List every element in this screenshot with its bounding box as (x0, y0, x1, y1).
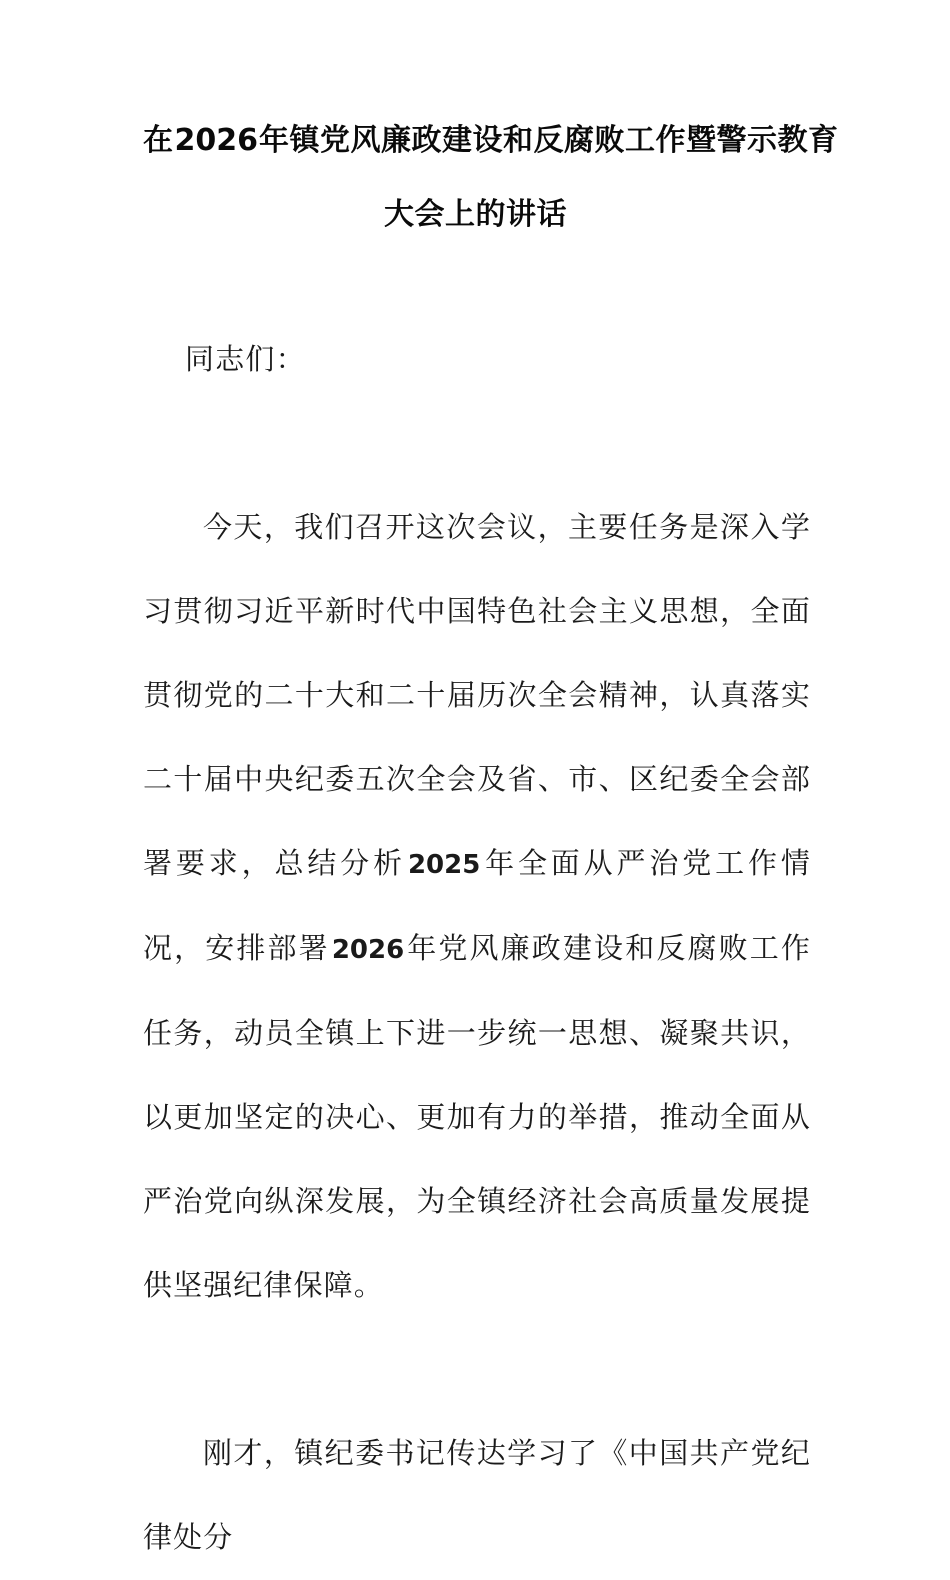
paragraph-2: 刚才，镇纪委书记传达学习了《中国共产党纪律处分 (143, 1438, 811, 1554)
paragraph-1-year-2026: 2026 (331, 935, 405, 965)
document-body (143, 318, 811, 1580)
paragraph-1-part-c: 年党风廉政建设和反腐败工作任务，动员全镇上下进一步统一思想、凝聚共识，以更加坚定的决心、更加有力的举措，推动全面从严治党向纵深发展，为全镇经济社会高质量发展提供坚强纪律保障。 (143, 933, 811, 1302)
title-line-2: 大会上的讲话 (384, 197, 567, 232)
paragraph-1-year-2025: 2025 (407, 850, 481, 880)
paragraph-spacer-2 (143, 1328, 811, 1412)
title-prefix: 在 (143, 123, 174, 158)
paragraph-spacer (143, 402, 811, 486)
paragraph-1 (143, 486, 811, 1328)
document-title (143, 104, 839, 252)
paragraph-1-part-a: 今天，我们召开这次会议，主要任务是深入学习贯彻习近平新时代中国特色社会主义思想，全面贯彻党的二十大和二十届历次全会精神，认真落实二十届中央纪委五次全会及省、市、区纪委全会部署要求，总结分析 (143, 512, 811, 880)
title-suffix: 年镇党风廉政建设和反腐败工作暨警示教育 (259, 123, 839, 158)
salutation: 同志们： (185, 344, 306, 376)
title-line-1 (143, 104, 839, 178)
title-year: 2026 (174, 123, 258, 158)
paragraph-1-part-b: 年全面从严治党工作情况，安排部署 (143, 848, 811, 965)
